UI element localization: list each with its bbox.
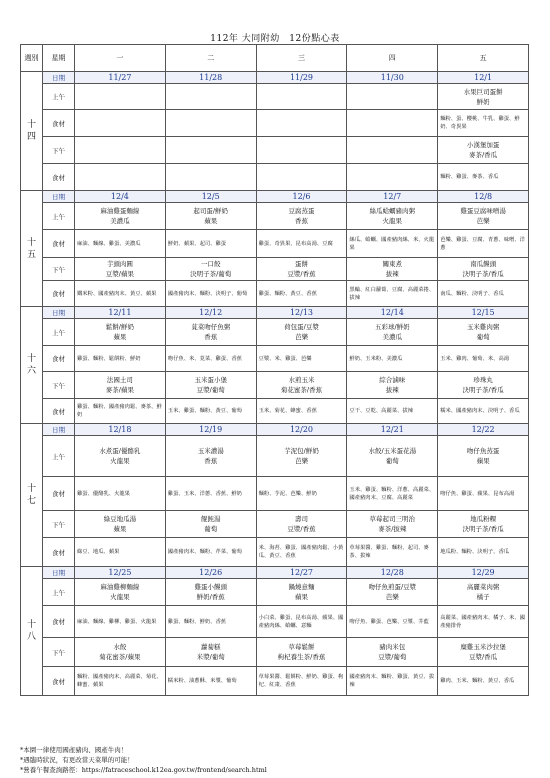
ingredients-cell: 草莓果醬、雞蛋、麵粉、起司、麥茶、拔辣	[347, 538, 438, 567]
snack-cell: 玉米雞肉粥 葡萄	[438, 319, 529, 346]
date-cell: 12/19	[165, 424, 256, 436]
ingredients-cell: 草莓果醬、鬆餅粉、鮮奶、雞蛋、枸杞、紅棗、香蕉	[256, 667, 347, 696]
row-label-date: 日期	[43, 191, 75, 203]
week-2-pm_ing-row	[21, 281, 529, 307]
ingredients-cell: 米、海苔、雞蛋、國產豬肉鬆、小黃瓜、黃豆、香蕉	[256, 538, 347, 567]
ingredients-cell: 玉米、菊花、蜂蜜、香蕉	[256, 399, 347, 424]
date-cell: 12/22	[438, 424, 529, 436]
ingredients-cell: 綠豆、地瓜、蘋果	[75, 538, 166, 567]
week-4-dates-row	[21, 424, 529, 436]
snack-cell: 起司蛋/鮮奶 蘋果	[165, 203, 256, 230]
snack-cell	[165, 137, 256, 164]
ingredients-cell: 吻仔魚、雞蛋、蘋果、昆布高湯	[438, 477, 529, 511]
date-cell: 12/6	[256, 191, 347, 203]
row-label-ing: 食材	[43, 606, 75, 638]
snack-cell: 鍋燒意麵 蘋果	[256, 579, 347, 606]
week-label: 十 八	[21, 567, 43, 696]
snack-cell: 關東煮 拔辣	[347, 258, 438, 281]
week-5-pm-row	[21, 638, 529, 667]
snack-cell: 水餃 菊花蜜茶/蘋果	[75, 638, 166, 667]
ingredients-cell: 芭樂、雞蛋、豆腐、青蔥、味噌、洋蔥	[438, 230, 529, 258]
week-label: 十 七	[21, 424, 43, 567]
snack-cell: 一口餃 決明子茶/葡萄	[165, 258, 256, 281]
snack-cell: 糜雞玉米沙拉堡 豆漿/香瓜	[438, 638, 529, 667]
snack-cell: 南瓜饅頭 決明子茶/香瓜	[438, 258, 529, 281]
ingredients-cell	[75, 110, 166, 137]
row-label-ing: 食材	[43, 164, 75, 191]
date-cell: 11/27	[75, 72, 166, 84]
week-4-pm-row	[21, 511, 529, 538]
snack-cell: 小漢堡加蛋 麥茶/香瓜	[438, 137, 529, 164]
ingredients-cell: 國產豬肉末、麵粉、雞蛋、黃豆、拔辣	[347, 667, 438, 696]
ingredients-cell: 黑輪、紅白蘿蔔、豆腐、高麗菜捲、拔辣	[347, 281, 438, 307]
week-4-am-row	[21, 436, 529, 477]
row-label-date: 日期	[43, 424, 75, 436]
snack-cell: 草莓起司三明治 麥茶/拔辣	[347, 511, 438, 538]
row-label-pm: 下午	[43, 511, 75, 538]
ingredients-cell: 麵粉、蛋、櫻桃、牛乳、雞蛋、鮮奶、奇異果	[438, 110, 529, 137]
snack-cell: 高麗菜肉粥 橘子	[438, 579, 529, 606]
week-1-am-row	[21, 84, 529, 110]
row-label-ing: 食材	[43, 477, 75, 511]
ingredients-cell: 地瓜粉、麵粉、決明子、香瓜	[438, 538, 529, 567]
ingredients-cell: 雞蛋、麵粉、國產豬肉鬆、麥茶、鮮奶	[75, 399, 166, 424]
row-label-ing: 食材	[43, 230, 75, 258]
row-label-am: 上午	[43, 203, 75, 230]
ingredients-cell: 豆干、豆乾、高麗菜、拔辣	[347, 399, 438, 424]
date-cell: 12/25	[75, 567, 166, 579]
date-cell: 12/29	[438, 567, 529, 579]
date-cell: 11/29	[256, 72, 347, 84]
ingredients-cell: 鐵米粉、國產豬肉末、黃豆、蘋果	[75, 281, 166, 307]
date-cell: 12/27	[256, 567, 347, 579]
row-label-am: 上午	[43, 84, 75, 110]
date-cell: 12/4	[75, 191, 166, 203]
snack-cell: 水餃/玉米蛋花湯 葡萄	[347, 436, 438, 477]
week-3-pm_ing-row	[21, 399, 529, 424]
ingredients-cell: 豆漿、米、雞蛋、芭樂	[256, 346, 347, 372]
snack-cell: 麻油雞柳麵線 火龍果	[75, 579, 166, 606]
date-cell: 12/12	[165, 307, 256, 319]
snack-cell: 法國土司 麥茶/蘋果	[75, 372, 166, 399]
week-1-pm-row	[21, 137, 529, 164]
snack-cell	[347, 84, 438, 110]
snack-cell	[256, 84, 347, 110]
date-cell: 12/1	[438, 72, 529, 84]
header-day: 星期	[43, 45, 75, 72]
date-cell: 12/8	[438, 191, 529, 203]
row-label-ing: 食材	[43, 281, 75, 307]
ingredients-cell: 南瓜、麵粉、決明子、香瓜	[438, 281, 529, 307]
snack-cell: 雞蛋小饅頭 鮮奶/香蕉	[165, 579, 256, 606]
ingredients-cell: 雞蛋、玉米、洋蔥、香蕉、鮮奶	[165, 477, 256, 511]
week-4-am_ing-row	[21, 477, 529, 511]
row-label-am: 上午	[43, 319, 75, 346]
page-title: 112年 大同附幼 12份點心表	[210, 34, 340, 44]
week-3-pm-row	[21, 372, 529, 399]
ingredients-cell	[347, 110, 438, 137]
row-label-date: 日期	[43, 307, 75, 319]
snack-cell: 草莓鬆餅 枸杞養生茶/香蕉	[256, 638, 347, 667]
ingredients-cell: 玉米、雞蛋、麵粉、黃豆、葡萄	[165, 399, 256, 424]
week-5-am_ing-row	[21, 606, 529, 638]
header-day-wed: 三	[256, 45, 347, 72]
week-4-pm_ing-row	[21, 538, 529, 567]
ingredients-cell: 雞蛋、麵粉、鮮奶、香蕉	[165, 606, 256, 638]
week-3-am-row	[21, 319, 529, 346]
snack-cell	[256, 137, 347, 164]
ingredients-cell: 雞蛋、奇異果、昆布高湯、豆腐	[256, 230, 347, 258]
week-1-dates-row	[21, 72, 529, 84]
snack-cell	[347, 137, 438, 164]
week-5-dates-row	[21, 567, 529, 579]
snack-cell: 吻仔魚蒸蛋 蘋果	[438, 436, 529, 477]
snack-cell: 荷包蛋/豆漿 芭樂	[256, 319, 347, 346]
snack-cell: 鬆餅/鮮奶 蘋果	[75, 319, 166, 346]
row-label-pm: 下午	[43, 638, 75, 667]
week-3-am_ing-row	[21, 346, 529, 372]
date-cell: 12/5	[165, 191, 256, 203]
ingredients-cell: 國產豬肉末、麵粉、決明子、葡萄	[165, 281, 256, 307]
ingredients-cell	[75, 164, 166, 191]
ingredients-cell: 麻油、麵線、雞柳、雞蛋、火龍果	[75, 606, 166, 638]
header-week: 週別	[21, 45, 43, 72]
snack-cell: 豬肉米包 豆漿/葡萄	[347, 638, 438, 667]
snack-cell: 綠豆地瓜湯 蘋果	[75, 511, 166, 538]
week-2-am_ing-row	[21, 230, 529, 258]
ingredients-cell: 吻仔魚、雞蛋、芭樂、豆漿、芥藍	[347, 606, 438, 638]
date-cell: 12/28	[347, 567, 438, 579]
snack-cell: 餛飩湯 葡萄	[165, 511, 256, 538]
ingredients-cell: 吻仔魚、米、莧菜、雞蛋、香蕉	[165, 346, 256, 372]
date-cell: 12/11	[75, 307, 166, 319]
ingredients-cell	[165, 164, 256, 191]
snack-cell: 吻仔魚煎蛋/豆漿 芭樂	[347, 579, 438, 606]
snack-cell: 五彩球/鮮奶 美濃瓜	[347, 319, 438, 346]
row-label-date: 日期	[43, 72, 75, 84]
ingredients-cell	[256, 164, 347, 191]
header-day-mon: 一	[75, 45, 166, 72]
week-5-pm_ing-row	[21, 667, 529, 696]
snack-cell: 玉米濃湯 香蕉	[165, 436, 256, 477]
row-label-pm: 下午	[43, 372, 75, 399]
ingredients-cell	[256, 110, 347, 137]
row-label-am: 上午	[43, 579, 75, 606]
week-1-pm_ing-row	[21, 164, 529, 191]
ingredients-cell: 麻油、麵線、雞蛋、美濃瓜	[75, 230, 166, 258]
row-label-ing: 食材	[43, 346, 75, 372]
snack-cell: 水煎玉米 菊花蜜茶/香蕉	[256, 372, 347, 399]
date-cell: 12/7	[347, 191, 438, 203]
ingredients-cell: 糯米粉、油蔥酥、米漿、葡萄	[165, 667, 256, 696]
ingredients-cell: 絲瓜、蛤蠣、國產豬肉絲、米、火龍果	[347, 230, 438, 258]
date-cell: 12/13	[256, 307, 347, 319]
snack-cell: 芋泥包/鮮奶 芭樂	[256, 436, 347, 477]
note-change: *遇臨時狀況，有更改當天菜單的可能！	[20, 756, 134, 764]
row-label-date: 日期	[43, 567, 75, 579]
footnotes	[20, 745, 267, 775]
ingredients-cell: 麵粉、雞蛋、麥茶、香瓜	[438, 164, 529, 191]
snack-cell: 麻油雞蛋麵線 美濃瓜	[75, 203, 166, 230]
row-label-am: 上午	[43, 436, 75, 477]
week-2-dates-row	[21, 191, 529, 203]
date-cell: 12/21	[347, 424, 438, 436]
header-day-fri: 五	[438, 45, 529, 72]
ingredients-cell: 玉米、雞蛋、麵粉、洋蔥、高麗菜、國產豬肉末、豆腐、高麗菜	[347, 477, 438, 511]
ingredients-cell: 高麗菜、國產豬肉末、橘子、米、國產豬排骨	[438, 606, 529, 638]
ingredients-cell: 雞肉、玉米、麵粉、黃豆、香瓜	[438, 667, 529, 696]
snack-cell	[75, 137, 166, 164]
week-label: 十 六	[21, 307, 43, 424]
ingredients-cell: 雞蛋、優酪乳、火龍果	[75, 477, 166, 511]
snack-cell: 蛋餅 豆漿/香蕉	[256, 258, 347, 281]
ingredients-cell: 麵粉、國產豬肉末、高麗菜、菊花、蜂蜜、蘋果	[75, 667, 166, 696]
date-cell: 11/30	[347, 72, 438, 84]
row-label-pm: 下午	[43, 258, 75, 281]
ingredients-cell: 麵粉、芋泥、芭樂、鮮奶	[256, 477, 347, 511]
note-pork: *本園一律使用國產豬肉、國產牛肉！	[20, 746, 128, 754]
ingredients-cell: 國產豬肉末、麵粉、芹菜、葡萄	[165, 538, 256, 567]
snack-cell	[75, 84, 166, 110]
row-label-ing: 食材	[43, 110, 75, 137]
snack-cell: 綜合滷味 拔辣	[347, 372, 438, 399]
ingredients-cell: 糯米、國產豬肉末、決明子、香瓜	[438, 399, 529, 424]
header-day-thu: 四	[347, 45, 438, 72]
week-label: 十 四	[21, 72, 43, 191]
snack-cell: 玉米蛋小堡 豆漿/葡萄	[165, 372, 256, 399]
note-lunch-url: *營養午餐查詢路徑：https://fatraceschool.k12ea.gov.tw/frontend/search.html	[20, 766, 267, 774]
date-cell: 12/26	[165, 567, 256, 579]
snack-cell: 珍珠丸 決明子茶/香瓜	[438, 372, 529, 399]
snack-cell: 豆腐蒸蛋 香蕉	[256, 203, 347, 230]
snack-cell: 壽司 豆漿/香蕉	[256, 511, 347, 538]
snack-cell	[165, 84, 256, 110]
week-2-am-row	[21, 203, 529, 230]
snack-cell: 絲瓜蛤蠣豬肉粥 火龍果	[347, 203, 438, 230]
row-label-ing: 食材	[43, 399, 75, 424]
week-2-pm-row	[21, 258, 529, 281]
snack-cell: 雞蛋豆腐味噌湯 芭樂	[438, 203, 529, 230]
date-cell: 12/18	[75, 424, 166, 436]
week-label: 十 五	[21, 191, 43, 307]
ingredients-cell	[165, 110, 256, 137]
row-label-pm: 下午	[43, 137, 75, 164]
snack-cell: 水果巨司蛋餅 鮮奶	[438, 84, 529, 110]
date-cell: 12/15	[438, 307, 529, 319]
row-label-ing: 食材	[43, 667, 75, 696]
row-label-ing: 食材	[43, 538, 75, 567]
ingredients-cell: 雞蛋、麵粉、鬆餅粉、鮮奶	[75, 346, 166, 372]
ingredients-cell: 鮮奶、玉米粉、美濃瓜	[347, 346, 438, 372]
snack-cell: 水煮蛋/優酪乳 火龍果	[75, 436, 166, 477]
week-1-am_ing-row	[21, 110, 529, 137]
date-cell: 12/20	[256, 424, 347, 436]
date-cell: 11/28	[165, 72, 256, 84]
week-5-am-row	[21, 579, 529, 606]
snack-cell: 蘿蔔糕 米漿/葡萄	[165, 638, 256, 667]
ingredients-cell: 鮮奶、蘋果、起司、雞蛋	[165, 230, 256, 258]
snack-cell: 芋頭肉圓 豆漿/蘋果	[75, 258, 166, 281]
header-day-tue: 二	[165, 45, 256, 72]
date-cell: 12/14	[347, 307, 438, 319]
snack-cell: 地瓜粉粿 決明子茶/香瓜	[438, 511, 529, 538]
ingredients-cell: 小白菜、雞蛋、昆布高湯、蘋果、國產豬肉絲、蛤蠣、意麵	[256, 606, 347, 638]
week-3-dates-row	[21, 307, 529, 319]
ingredients-cell: 雞蛋、麵粉、黃豆、香蕉	[256, 281, 347, 307]
snack-menu-table	[20, 44, 529, 696]
snack-cell: 莧菜吻仔魚粥 香蕉	[165, 319, 256, 346]
ingredients-cell	[347, 164, 438, 191]
ingredients-cell: 玉米、雞肉、葡萄、米、高湯	[438, 346, 529, 372]
